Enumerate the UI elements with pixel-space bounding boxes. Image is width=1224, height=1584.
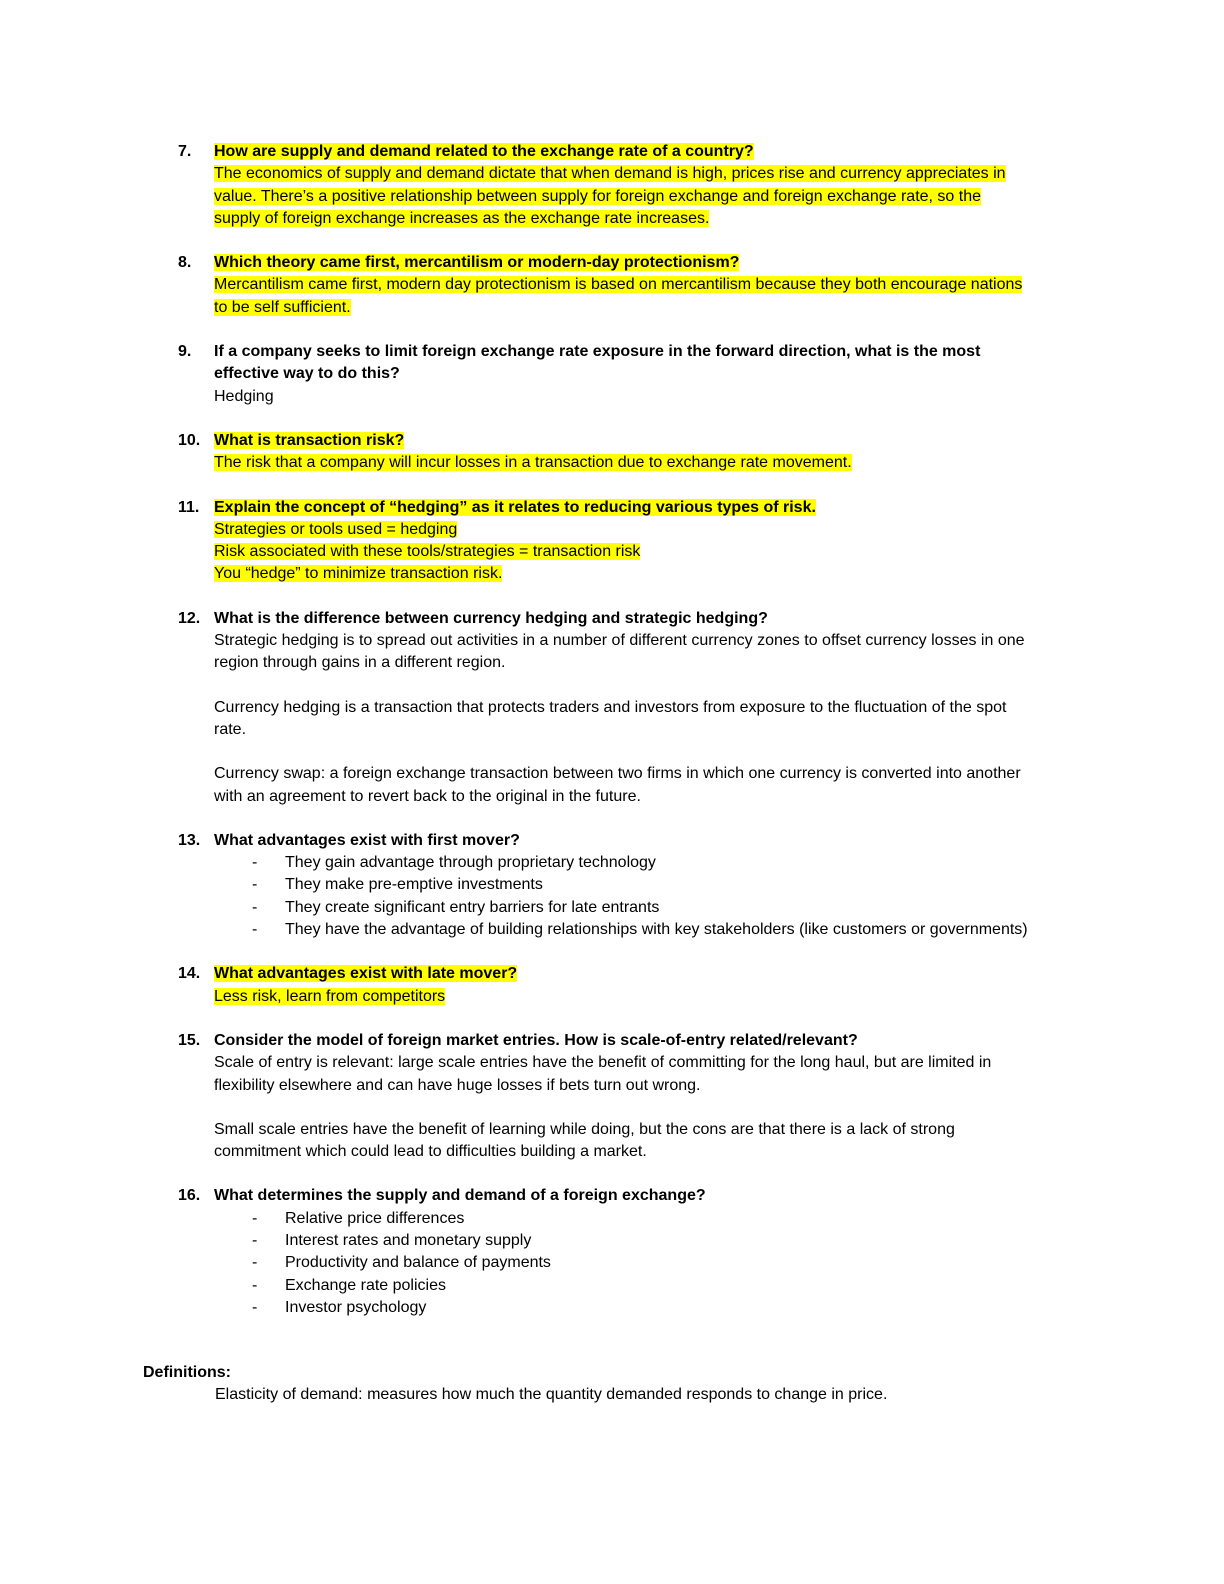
dash-bullet-icon: - [252,921,258,939]
question-text: What is transaction risk? [214,431,405,449]
question-text: effective way to do this? [214,365,400,383]
question-14 [0,963,1224,1008]
answer-line: The economics of supply and demand dictate that when demand is high, prices rise and currency appreciates in [214,165,1006,183]
dash-bullet-icon: - [252,876,258,894]
question-text: Explain the concept of “hedging” as it relates to reducing various types of risk. [214,498,816,516]
question-text: What advantages exist with first mover? [214,831,520,849]
question-number: 10. [178,431,201,449]
answer-line: Strategies or tools used = hedging [214,520,458,538]
question-text: Which theory came first, mercantilism or modern-day protectionism? [214,254,740,272]
dash-bullet-icon: - [252,898,258,916]
question-text: Consider the model of foreign market entries. How is scale-of-entry related/relevant? [214,1031,858,1049]
definition-item: Elasticity of demand: measures how much the quantity demanded responds to change in price. [215,1386,888,1404]
question-list [0,141,1224,1341]
answer-line: Risk associated with these tools/strategies = transaction risk [214,543,641,561]
question-text: What is the difference between currency hedging and strategic hedging? [214,609,768,627]
answer-line: Currency hedging is a transaction that protects traders and investors from exposure to the fluctuation of the spot [214,698,1007,716]
dash-bullet-icon: - [252,1276,258,1294]
dash-bullet-icon: - [252,1254,258,1272]
list-item: - They create significant entry barriers for late entrants [214,897,1074,919]
question-number: 9. [178,343,192,361]
question-15 [0,1030,1224,1163]
answer-line: rate. [214,720,247,738]
question-text: What determines the supply and demand of a foreign exchange? [214,1187,706,1205]
question-7 [0,141,1224,230]
answer-line: Less risk, learn from competitors [214,987,446,1005]
question-number: 13. [178,831,201,849]
answer-line: flexibility elsewhere and can have huge losses if bets turn out wrong. [214,1076,701,1094]
list-item: - Interest rates and monetary supply [214,1230,1074,1252]
question-9 [0,341,1224,408]
answer-line: supply of foreign exchange increases as the exchange rate increases. [214,209,710,227]
answer-line: region through gains in a different region. [214,654,506,672]
answer-line: You “hedge” to minimize transaction risk. [214,565,503,583]
question-12 [0,608,1224,808]
question-number: 12. [178,609,201,627]
dash-bullet-icon: - [252,854,258,872]
answer-line: Mercantilism came first, modern day protectionism is based on mercantilism because they both encourage nations [214,276,1023,294]
question-number: 16. [178,1187,201,1205]
bullet-list [214,852,1074,941]
list-item: - Relative price differences [214,1208,1074,1230]
answer-line: Hedging [214,387,274,405]
question-number: 14. [178,965,201,983]
question-number: 15. [178,1031,201,1049]
answer-line: The risk that a company will incur losses in a transaction due to exchange rate movement. [214,454,852,472]
definitions-section [143,1362,1143,1407]
dash-bullet-icon: - [252,1209,258,1227]
answer-line: Strategic hedging is to spread out activities in a number of different currency zones to offset currency losses in one [214,632,1025,650]
list-item: - They make pre-emptive investments [214,874,1074,896]
dash-bullet-icon: - [252,1298,258,1316]
question-11 [0,497,1224,586]
answer-line: to be self sufficient. [214,298,351,316]
question-text: If a company seeks to limit foreign exchange rate exposure in the forward direction, what is the most [214,343,981,361]
question-16 [0,1185,1224,1319]
answer-line: Small scale entries have the benefit of learning while doing, but the cons are that there is a lack of strong [214,1120,955,1138]
answer-line: value. There’s a positive relationship between supply for foreign exchange and foreign exchange rate, so the [214,187,982,205]
list-item: - They have the advantage of building relationships with key stakeholders (like customers or governments) [214,919,1074,941]
definitions-heading: Definitions: [143,1364,231,1381]
question-number: 8. [178,254,192,272]
question-number: 11. [178,498,200,516]
question-10 [0,430,1224,475]
answer-line: with an agreement to revert back to the original in the future. [214,787,641,805]
answer-line: Scale of entry is relevant: large scale entries have the benefit of committing for the long haul, but are limited in [214,1054,992,1072]
list-item: - Exchange rate policies [214,1275,1074,1297]
list-item: - Investor psychology [214,1297,1074,1319]
answer-line: commitment which could lead to difficulties building a market. [214,1143,647,1161]
question-13 [0,830,1224,941]
question-text: How are supply and demand related to the exchange rate of a country? [214,143,754,160]
list-item: - Productivity and balance of payments [214,1252,1074,1274]
answer-line: Currency swap: a foreign exchange transaction between two firms in which one currency is converted into another [214,765,1021,783]
question-8 [0,252,1224,319]
dash-bullet-icon: - [252,1231,258,1249]
bullet-list [214,1208,1074,1319]
list-item: - They gain advantage through proprietary technology [214,852,1074,874]
question-number: 7. [178,143,192,160]
question-text: What advantages exist with late mover? [214,965,518,983]
